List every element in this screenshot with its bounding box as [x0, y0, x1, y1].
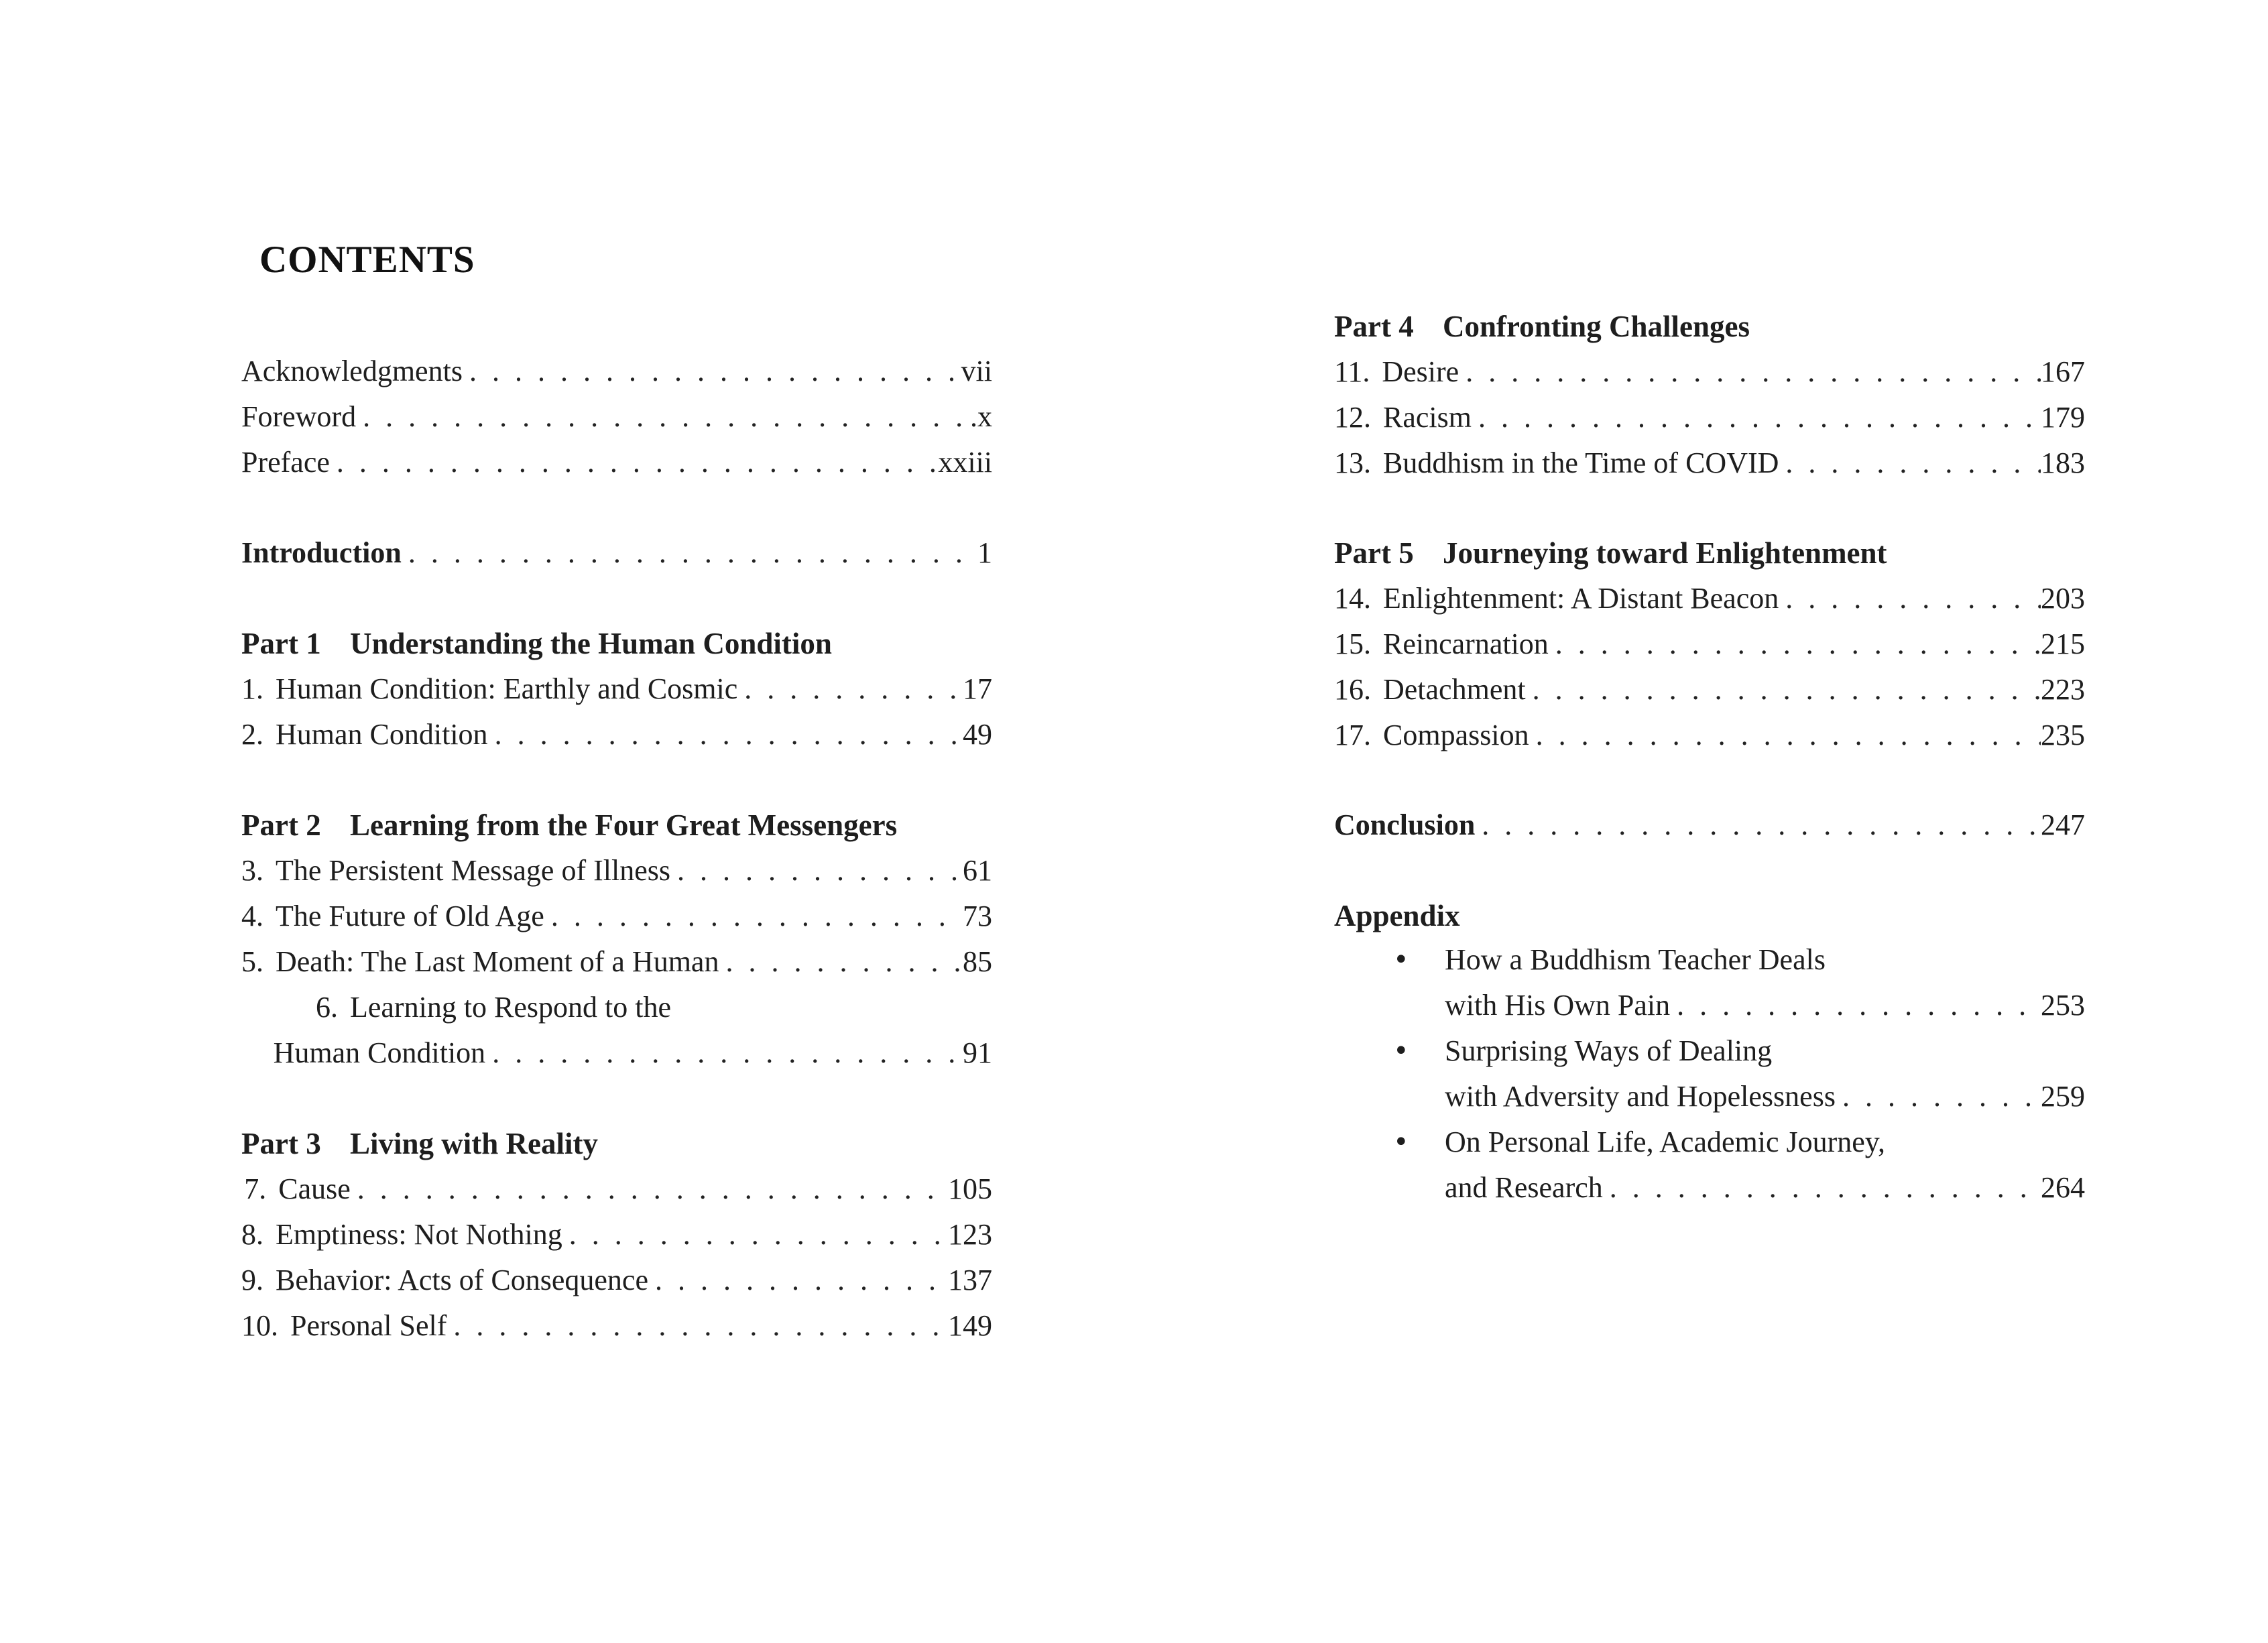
entry-page: 253	[2041, 989, 2085, 1022]
chapter-number: 16.	[1334, 673, 1371, 706]
chapter-number: 6.	[316, 991, 338, 1024]
chapter-number: 2.	[241, 718, 263, 751]
entry-page: .x	[970, 400, 992, 433]
entry-label: and Research	[1445, 1171, 1603, 1204]
toc-entry-introduction[interactable]	[241, 530, 992, 576]
toc-entry-chapter-16[interactable]	[1334, 666, 2085, 713]
entry-page: 73	[963, 900, 992, 932]
toc-entry-chapter-11[interactable]	[1334, 349, 2085, 395]
part-heading-4[interactable]	[1334, 303, 1750, 350]
entry-label: Human Condition	[276, 718, 488, 751]
entry-label: Conclusion	[1334, 808, 1476, 841]
entry-label: Detachment	[1383, 673, 1526, 706]
toc-entry-chapter-2[interactable]	[241, 711, 992, 758]
entry-page: 149	[948, 1309, 992, 1342]
bullet-icon: •	[1393, 1127, 1409, 1158]
entry-page: 259	[2041, 1080, 2085, 1113]
toc-entry-chapter-10[interactable]	[241, 1302, 992, 1349]
toc-entry-chapter-3[interactable]	[241, 847, 992, 894]
toc-entry-chapter-15[interactable]	[1334, 621, 2085, 668]
appendix-item-3-line2[interactable]	[1445, 1164, 2085, 1211]
part-label: Part 1	[241, 627, 321, 660]
entry-label: Human Condition	[273, 1036, 486, 1069]
entry-label: Cause	[278, 1172, 351, 1205]
entry-page: 247	[2041, 808, 2085, 841]
entry-label: Racism	[1383, 401, 1472, 434]
entry-page: 167	[2041, 355, 2085, 388]
entry-label: Foreword	[241, 400, 357, 433]
toc-entry-chapter-14[interactable]	[1334, 575, 2085, 622]
entry-page: 137	[948, 1264, 992, 1296]
appendix-item-3-line1[interactable]: On Personal Life, Academic Journey,	[1445, 1125, 1885, 1158]
entry-page: vii	[961, 355, 992, 387]
part-label: Part 2	[241, 808, 321, 842]
part-title: Living with Reality	[350, 1127, 599, 1160]
entry-label: Emptiness: Not Nothing	[276, 1218, 562, 1251]
appendix-heading[interactable]	[1334, 892, 1460, 939]
toc-entry-chapter-6-line1[interactable]	[241, 984, 992, 1031]
entry-label: with Adversity and Hopelessness	[1445, 1080, 1836, 1113]
part-heading-2[interactable]	[241, 802, 897, 849]
chapter-number: 14.	[1334, 582, 1371, 615]
entry-label: Buddhism in the Time of COVID	[1383, 446, 1779, 479]
toc-entry-chapter-5[interactable]	[241, 938, 992, 985]
toc-entry-chapter-7[interactable]	[241, 1166, 992, 1213]
part-title: Understanding the Human Condition	[350, 627, 832, 660]
entry-label: Enlightenment: A Distant Beacon	[1383, 582, 1779, 615]
chapter-number: 11.	[1334, 355, 1370, 388]
entry-page: 203	[2041, 582, 2085, 615]
entry-label: The Future of Old Age	[276, 900, 544, 932]
appendix-label: Appendix	[1334, 899, 1460, 932]
entry-page: 91	[963, 1036, 992, 1069]
chapter-number: 7.	[244, 1172, 267, 1205]
entry-label: Preface	[241, 446, 330, 479]
chapter-number: 17.	[1334, 719, 1371, 751]
contents-title: CONTENTS	[259, 239, 475, 281]
chapter-number: 5.	[241, 945, 263, 978]
entry-page: 215	[2041, 627, 2085, 660]
entry-label: Death: The Last Moment of a Human	[276, 945, 719, 978]
entry-page: xxiii	[938, 446, 992, 479]
toc-entry-chapter-1[interactable]	[241, 666, 992, 713]
entry-page: 17	[963, 672, 992, 705]
toc-entry-acknowledgments[interactable]	[241, 348, 992, 395]
part-label: Part 5	[1334, 536, 1414, 570]
entry-label: Behavior: Acts of Consequence	[276, 1264, 648, 1296]
toc-entry-foreword[interactable]	[241, 393, 992, 440]
toc-entry-conclusion[interactable]	[1334, 802, 2085, 849]
entry-label: Human Condition: Earthly and Cosmic	[276, 672, 738, 705]
chapter-number: 9.	[241, 1264, 263, 1296]
entry-page: 179	[2041, 401, 2085, 434]
appendix-item-1-line2[interactable]	[1445, 982, 2085, 1029]
toc-entry-preface[interactable]	[241, 439, 992, 486]
part-label: Part 3	[241, 1127, 321, 1160]
toc-entry-chapter-4[interactable]	[241, 893, 992, 940]
entry-label: Learning to Respond to the	[350, 991, 672, 1024]
toc-entry-chapter-17[interactable]	[1334, 712, 2085, 759]
chapter-number: 4.	[241, 900, 263, 932]
entry-page: 235	[2041, 719, 2085, 751]
part-title: Confronting Challenges	[1443, 310, 1750, 343]
part-title: Journeying toward Enlightenment	[1443, 536, 1887, 570]
toc-entry-chapter-12[interactable]	[1334, 394, 2085, 441]
entry-page: 49	[963, 718, 992, 751]
chapter-number: 15.	[1334, 627, 1371, 660]
entry-page: 85	[963, 945, 992, 978]
entry-label: with His Own Pain	[1445, 989, 1671, 1022]
part-heading-5[interactable]	[1334, 530, 1887, 576]
entry-page: 105	[948, 1172, 992, 1205]
entry-page: 183	[2041, 446, 2085, 479]
toc-entry-chapter-9[interactable]	[241, 1257, 992, 1304]
chapter-number: 12.	[1334, 401, 1371, 434]
chapter-number: 1.	[241, 672, 263, 705]
bullet-icon: •	[1393, 1036, 1409, 1067]
part-heading-1[interactable]	[241, 620, 832, 667]
part-heading-3[interactable]	[241, 1120, 598, 1167]
entry-label: Compassion	[1383, 719, 1529, 751]
part-title: Learning from the Four Great Messengers	[350, 808, 898, 842]
toc-entry-chapter-8[interactable]	[241, 1211, 992, 1258]
toc-entry-chapter-13[interactable]	[1334, 440, 2085, 487]
entry-page: 264	[2041, 1171, 2085, 1204]
entry-page: 223	[2041, 673, 2085, 706]
appendix-item-2-line2[interactable]	[1445, 1073, 2085, 1120]
chapter-number: 8.	[241, 1218, 263, 1251]
chapter-number: 3.	[241, 854, 263, 887]
entry-label: Introduction	[241, 536, 402, 569]
entry-label: Acknowledgments	[241, 355, 463, 387]
entry-label: Desire	[1382, 355, 1459, 388]
part-label: Part 4	[1334, 310, 1414, 343]
entry-page: 123	[948, 1218, 992, 1251]
entry-label: Reincarnation	[1383, 627, 1549, 660]
bullet-icon: •	[1393, 945, 1409, 975]
appendix-item-1-line1[interactable]: How a Buddhism Teacher Deals	[1445, 943, 1826, 976]
entry-label: Personal Self	[290, 1309, 447, 1342]
entry-label: The Persistent Message of Illness	[276, 854, 670, 887]
appendix-item-2-line1[interactable]: Surprising Ways of Dealing	[1445, 1034, 1773, 1067]
chapter-number: 13.	[1334, 446, 1371, 479]
entry-page: 1	[977, 536, 992, 569]
chapter-number: 10.	[241, 1309, 278, 1342]
toc-entry-chapter-6-line2[interactable]	[241, 1030, 992, 1077]
entry-page: 61	[963, 854, 992, 887]
